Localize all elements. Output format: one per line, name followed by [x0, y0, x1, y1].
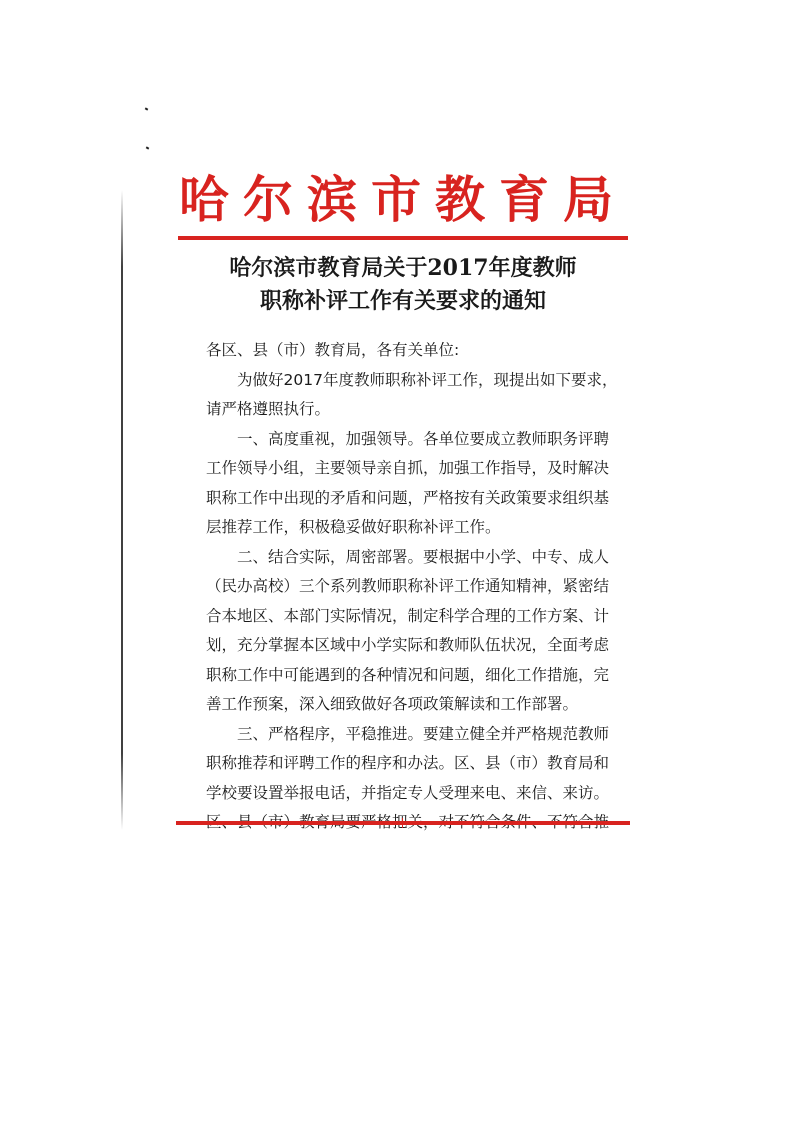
document-title-line-1: 哈尔滨市教育局关于2017年度教师: [229, 255, 577, 281]
body-line: 划，充分掌握本区域中小学实际和教师队伍状况，全面考虑: [206, 636, 610, 654]
body-line: 为做好2017年度教师职称补评工作，现提出如下要求，: [237, 370, 618, 389]
salutation: 各区、县（市）教育局，各有关单位:: [206, 341, 460, 359]
body-line: 合本地区、本部门实际情况，制定科学合理的工作方案、计: [206, 606, 610, 625]
body-line: 职称工作中可能遇到的各种情况和问题，细化工作措施，完: [206, 665, 610, 684]
footer-red-rule: [176, 821, 630, 825]
body-line: 善工作预案，深入细致做好各项政策解读和工作部署。: [206, 695, 579, 713]
body-line: 工作领导小组，主要领导亲自抓，加强工作指导，及时解决: [206, 459, 610, 477]
masthead-title: 哈尔滨市教育局: [179, 170, 627, 229]
body-line: 三、严格程序，平稳推进。要建立健全并严格规范教师: [237, 724, 610, 743]
scan-speck: [146, 146, 150, 149]
scan-edge-shadow: [121, 190, 123, 830]
body-line: （民办高校）三个系列教师职称补评工作通知精神，紧密结: [206, 577, 610, 595]
body-line: 学校要设置举报电话，并指定专人受理来电、来信、来访。: [206, 783, 610, 802]
document-body: [206, 336, 618, 838]
body-line: 层推荐工作，积极稳妥做好职称补评工作。: [206, 518, 501, 536]
masthead-red-rule: [178, 236, 628, 240]
document-title: [178, 252, 628, 318]
body-line: 职称推荐和评聘工作的程序和办法。区、县（市）教育局和: [206, 754, 610, 772]
body-line: 一、高度重视，加强领导。各单位要成立教师职务评聘: [237, 429, 610, 448]
document-title-line-2: 职称补评工作有关要求的通知: [259, 288, 546, 314]
body-line: 请严格遵照执行。: [206, 400, 331, 418]
body-line: 二、结合实际，周密部署。要根据中小学、中专、成人: [237, 547, 610, 566]
scan-speck: [145, 107, 149, 110]
body-line: 职称工作中出现的矛盾和问题，严格按有关政策要求组织基: [206, 488, 610, 507]
